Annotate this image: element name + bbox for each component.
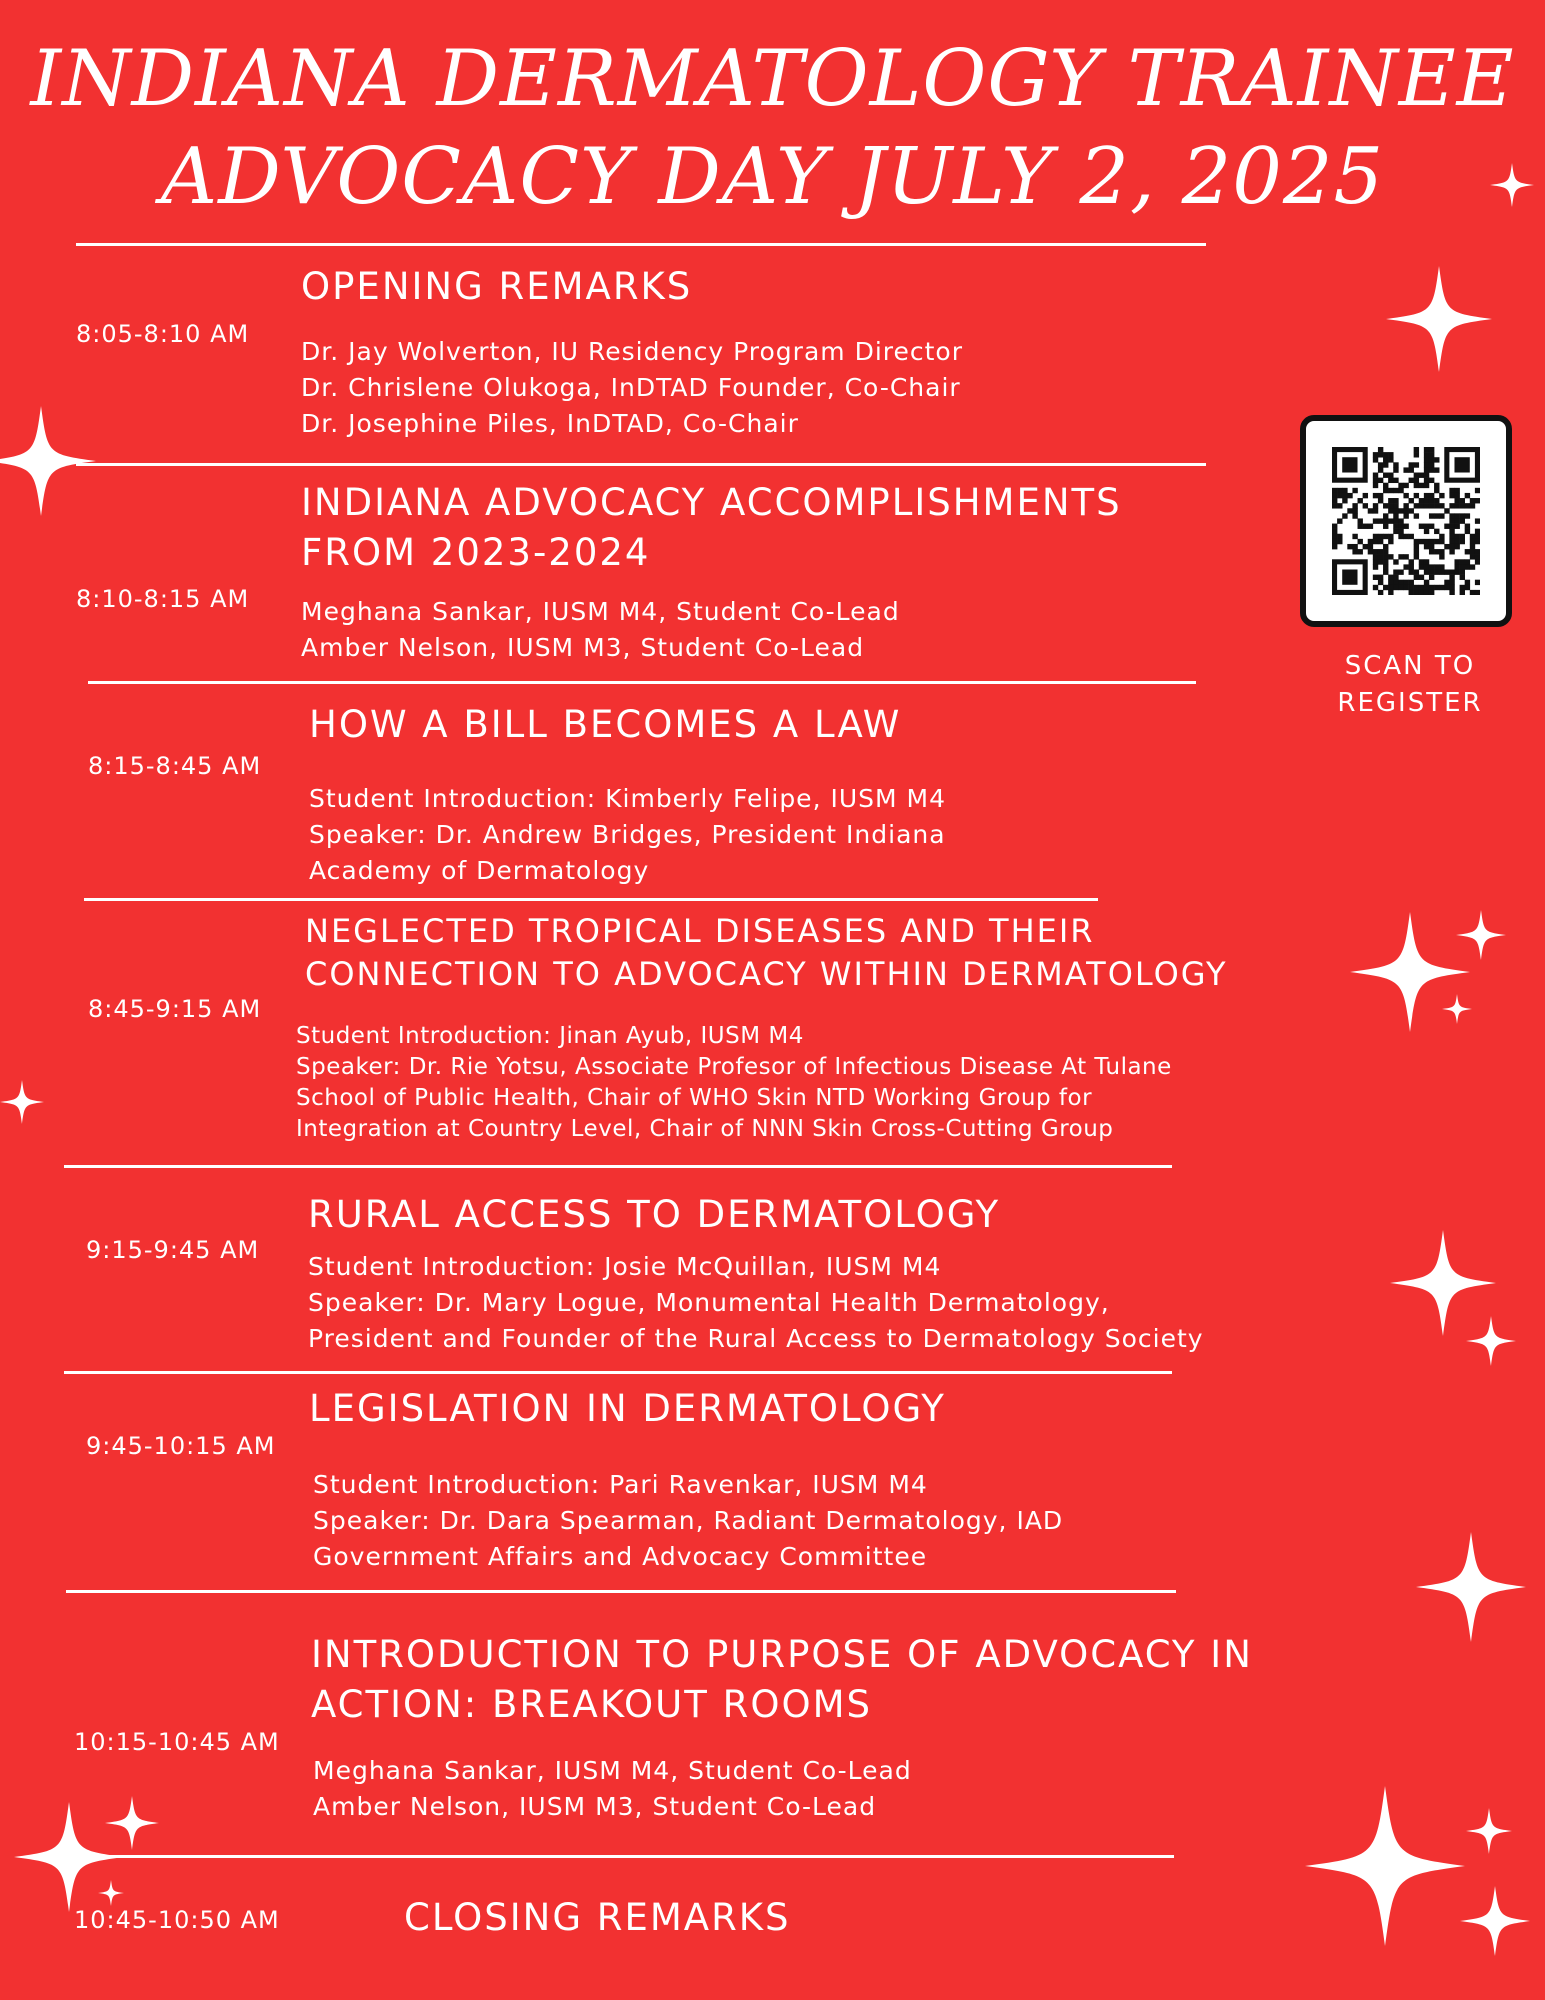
sparkle-icon	[105, 1796, 159, 1850]
sparkle-icon	[0, 406, 96, 516]
session-time: 10:15-10:45 AM	[74, 1728, 280, 1756]
qr-label: SCAN TO REGISTER	[1337, 651, 1483, 718]
sparkle-icon	[1490, 163, 1534, 207]
divider	[84, 898, 1098, 901]
divider	[66, 1590, 1176, 1593]
divider	[76, 463, 1206, 466]
sparkle-icon	[1456, 910, 1506, 960]
qr-code-pattern	[1332, 447, 1480, 595]
session-details: Student Introduction: Pari Ravenkar, IUSM M4 Speaker: Dr. Dara Spearman, Radiant Dermatology, IAD Government Affairs and Advocacy Committee	[313, 1470, 1064, 1571]
session-details: Student Introduction: Jinan Ayub, IUSM M4 Speaker: Dr. Rie Yotsu, Associate Profesor of Infectious Disease At Tulane School of Public Health, Chair of WHO Skin NTD Working Group for Integration at Country Level, Chair of NNN Skin Cross-Cutting Group	[296, 1023, 1172, 1142]
sparkle-icon	[98, 1880, 124, 1906]
sparkle-icon	[1305, 1786, 1465, 1946]
sparkle-icon	[1416, 1532, 1526, 1642]
session-time: 9:15-9:45 AM	[86, 1236, 260, 1264]
session-time: 8:10-8:15 AM	[76, 585, 250, 613]
session-time: 9:45-10:15 AM	[86, 1432, 276, 1460]
session-time: 8:45-9:15 AM	[88, 995, 262, 1023]
session-details: Student Introduction: Josie McQuillan, IUSM M4 Speaker: Dr. Mary Logue, Monumental Health Dermatology, President and Founder of the Rural Access to Dermatology Society	[308, 1252, 1204, 1353]
title-line-1: INDIANA DERMATOLOGY TRAINEE	[30, 34, 1515, 124]
sparkle-icon	[1460, 1886, 1530, 1956]
session-title: OPENING REMARKS	[301, 265, 693, 308]
session-time: 10:45-10:50 AM	[74, 1906, 280, 1934]
divider	[88, 681, 1196, 684]
session-time: 8:05-8:10 AM	[76, 320, 250, 348]
session-title: INDIANA ADVOCACY ACCOMPLISHMENTS FROM 2023-2024	[301, 481, 1122, 574]
divider	[76, 243, 1206, 246]
sparkle-icon	[0, 1080, 44, 1124]
session-title: CLOSING REMARKS	[404, 1896, 791, 1939]
divider	[64, 1165, 1172, 1168]
session-details: Dr. Jay Wolverton, IU Residency Program Director Dr. Chrislene Olukoga, InDTAD Founder, Co-Chair Dr. Josephine Piles, InDTAD, Co-Chair	[301, 337, 964, 438]
sparkle-icon	[1466, 1808, 1512, 1854]
divider	[64, 1371, 1172, 1374]
session-title: INTRODUCTION TO PURPOSE OF ADVOCACY IN ACTION: BREAKOUT ROOMS	[311, 1633, 1253, 1726]
session-title: LEGISLATION IN DERMATOLOGY	[309, 1387, 946, 1430]
sparkle-icon	[1466, 1316, 1516, 1366]
session-title: HOW A BILL BECOMES A LAW	[309, 703, 902, 746]
divider	[64, 1855, 1174, 1858]
session-title: NEGLECTED TROPICAL DISEASES AND THEIR CONNECTION TO ADVOCACY WITHIN DERMATOLOGY	[305, 912, 1228, 993]
qr-code[interactable]	[1300, 415, 1512, 627]
title-line-2: ADVOCACY DAY JULY 2, 2025	[160, 132, 1385, 222]
session-details: Meghana Sankar, IUSM M4, Student Co-Lead Amber Nelson, IUSM M3, Student Co-Lead	[313, 1756, 912, 1821]
session-details: Meghana Sankar, IUSM M4, Student Co-Lead Amber Nelson, IUSM M3, Student Co-Lead	[301, 597, 900, 662]
sparkle-icon	[1386, 266, 1492, 372]
session-time: 8:15-8:45 AM	[88, 752, 262, 780]
page-title	[0, 30, 1545, 226]
session-details: Student Introduction: Kimberly Felipe, IUSM M4 Speaker: Dr. Andrew Bridges, President Indiana Academy of Dermatology	[309, 784, 946, 885]
sparkle-icon	[1442, 994, 1472, 1024]
session-title: RURAL ACCESS TO DERMATOLOGY	[308, 1193, 1001, 1236]
